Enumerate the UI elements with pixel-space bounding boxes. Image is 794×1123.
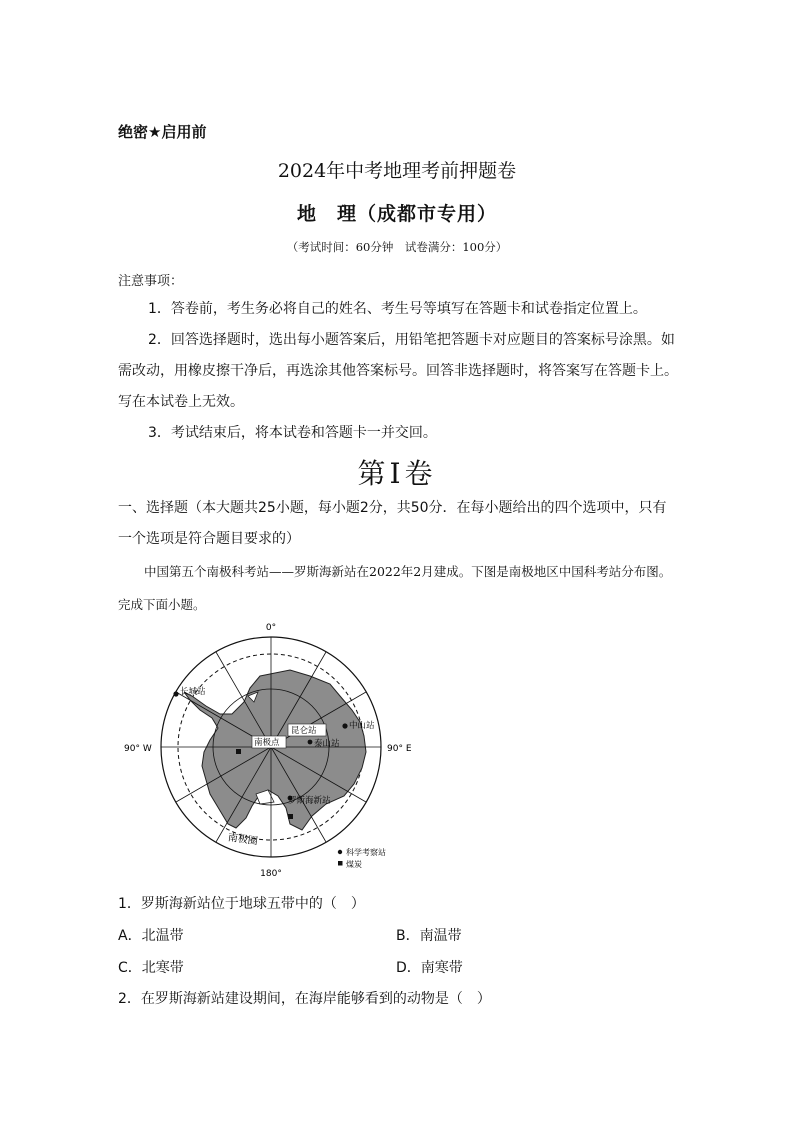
- label-90e: 90° E: [387, 744, 412, 754]
- exam-title: 2024年中考地理考前押题卷: [277, 160, 517, 182]
- question-2-stem: 2．在罗斯海新站建设期间，在海岸能够看到的动物是（ ）: [118, 991, 491, 1007]
- notice-item-2: 2．回答选择题时，选出每小题答案后，用铅笔把答题卡对应题目的答案标号涂黑。如需改动，用橡皮擦干净后，再选涂其他答案标号。回答非选择题时，将答案写在答题卡上。写在本试卷上无效。: [118, 332, 678, 410]
- legend-station-dot: [338, 850, 342, 854]
- passage-intro: 中国第五个南极科考站——罗斯海新站在2022年2月建成。下图是南极地区中国科考站分布图。完成下面小题。: [118, 564, 672, 612]
- notice-heading: 注意事项：: [118, 274, 184, 289]
- south-pole-label: 南极点: [254, 738, 280, 748]
- section-heading: 一、选择题（本大题共25小题，每小题2分，共50分．在每小题给出的四个选项中，只有一个选项是符合题目要求的）: [118, 500, 667, 547]
- station-zhongshan: 中山站: [349, 721, 375, 731]
- station-dot: [308, 740, 313, 745]
- station-taishan: 泰山站: [314, 739, 340, 749]
- question-1-option-c[interactable]: C．北寒带: [118, 960, 184, 976]
- antarctica-map: [124, 618, 420, 880]
- label-90w: 90° W: [124, 744, 152, 754]
- legend-coal: 煤炭: [346, 860, 362, 869]
- station-kunlun: 昆仑站: [291, 726, 317, 736]
- notice-item-3: 3．考试结束后，将本试卷和答题卡一并交回。: [148, 425, 437, 441]
- station-changcheng: 长城站: [180, 687, 206, 697]
- station-dot: [342, 723, 347, 728]
- question-1-stem: 1．罗斯海新站位于地球五带中的（ ）: [118, 896, 365, 912]
- exam-info: （考试时间：60分钟 试卷满分：100分）: [286, 240, 508, 254]
- question-1-option-d[interactable]: D．南寒带: [396, 960, 463, 976]
- notice-item-1: 1．答卷前，考生务必将自己的姓名、考生号等填写在答题卡和试卷指定位置上。: [148, 301, 647, 317]
- question-1-option-b[interactable]: B．南温带: [396, 928, 462, 944]
- station-ross-sea: 罗斯海新站: [288, 796, 331, 806]
- legend-station: 科学考察站: [346, 848, 386, 857]
- question-1-option-a[interactable]: A．北温带: [118, 928, 184, 944]
- station-dot: [173, 691, 178, 696]
- coal-marker: [236, 749, 241, 754]
- exam-subtitle: 地 理（成都市专用）: [296, 203, 497, 225]
- label-180-degrees: 180°: [260, 869, 282, 879]
- volume-title: 第Ⅰ卷: [357, 457, 437, 490]
- label-0-degrees: 0°: [265, 623, 277, 633]
- legend-coal-square: [338, 861, 343, 866]
- antarctic-circle-label: 南极圈: [227, 832, 259, 848]
- confidential-mark: 绝密★启用前: [118, 123, 207, 141]
- coal-marker: [288, 814, 293, 819]
